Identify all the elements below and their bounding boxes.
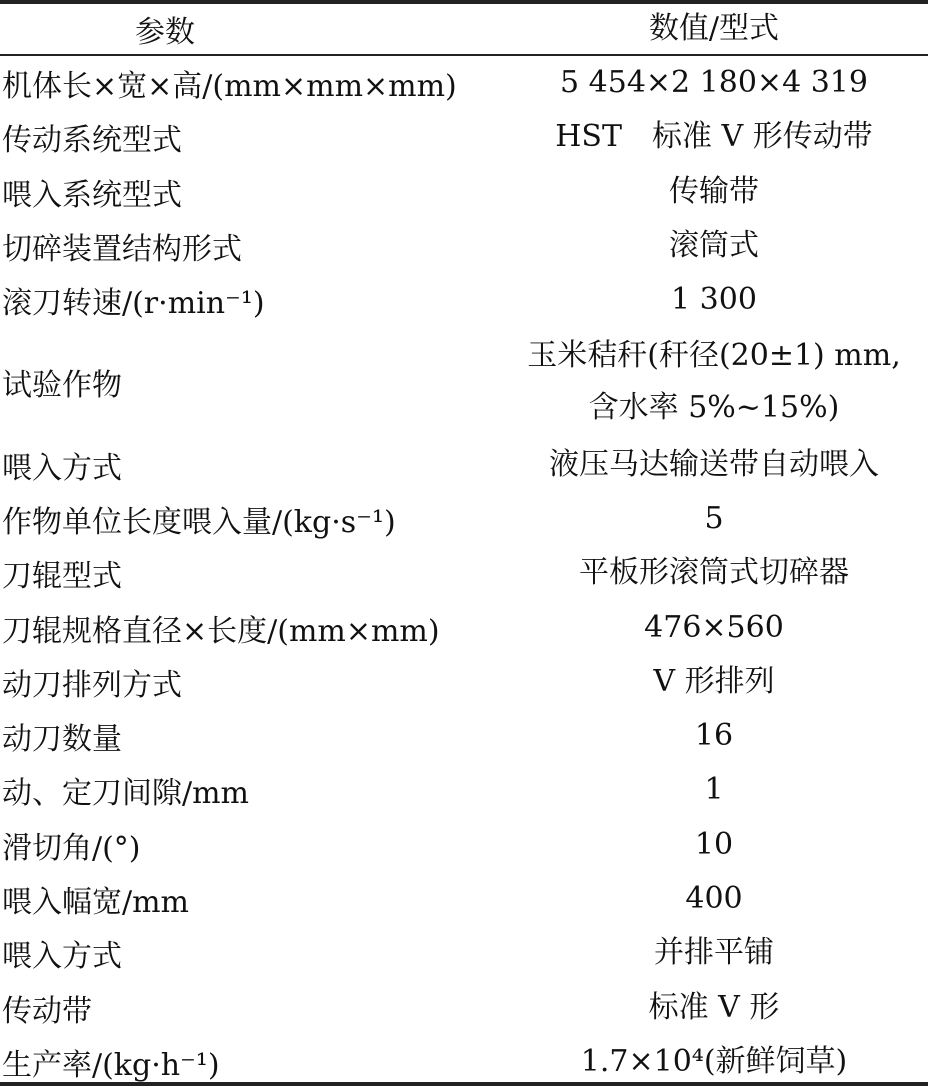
table-row xyxy=(0,763,928,817)
row-param: 切碎装置结构形式 xyxy=(2,232,242,268)
row-value: V 形排列 xyxy=(653,663,775,699)
row-value: 1 300 xyxy=(671,282,757,318)
row-param: 动、定刀间隙/mm xyxy=(2,776,250,812)
table-row xyxy=(0,56,928,110)
row-value: 1.7×10⁴(新鲜饲草) xyxy=(580,1043,848,1079)
table-row xyxy=(0,273,928,327)
row-value: 1 xyxy=(704,772,724,808)
row-value: 400 xyxy=(685,881,743,916)
row-value: 476×560 xyxy=(644,609,784,645)
row-param: 生产率/(kg·h⁻¹) xyxy=(2,1047,220,1083)
table-row xyxy=(0,655,928,709)
table-row xyxy=(0,165,928,219)
table-row xyxy=(0,1035,928,1089)
row-value: 16 xyxy=(694,718,734,754)
row-value: 5 454×2 180×4 319 xyxy=(560,65,868,101)
table-row xyxy=(0,600,928,654)
row-value: 标准 V 形 xyxy=(648,989,780,1025)
row-param: 传动系统型式 xyxy=(2,123,182,159)
row-value: 液压马达输送带自动喂入 xyxy=(549,446,879,482)
row-param: 机体长×宽×高/(mm×mm×mm) xyxy=(2,69,457,105)
row-param: 刀辊型式 xyxy=(2,559,122,595)
table-row xyxy=(0,872,928,926)
row-value: 滚筒式 xyxy=(669,228,759,264)
row-value-line1: 玉米秸秆(秆径(20±1) mm, xyxy=(527,338,901,374)
table-row xyxy=(0,492,928,546)
row-value: 并排平铺 xyxy=(654,935,774,971)
row-param: 作物单位长度喂入量/(kg·s⁻¹) xyxy=(2,504,396,540)
table-row xyxy=(0,980,928,1034)
row-param: 喂入方式 xyxy=(2,450,122,486)
row-param: 喂入方式 xyxy=(2,939,122,975)
row-param: 滑切角/(°) xyxy=(2,830,141,866)
header-value: 数值/型式 xyxy=(648,11,780,46)
table-row xyxy=(0,110,928,164)
table-row xyxy=(0,546,928,600)
row-value-line2: 含水率 5%~15%) xyxy=(588,390,840,426)
row-param: 动刀数量 xyxy=(2,722,122,758)
row-param: 滚刀转速/(r·min⁻¹) xyxy=(2,286,265,322)
table-row xyxy=(0,437,928,491)
table-row xyxy=(0,818,928,872)
row-value: 传输带 xyxy=(669,173,759,209)
row-value: 5 xyxy=(704,500,724,536)
row-value xyxy=(500,330,928,434)
row-param: 喂入幅宽/mm xyxy=(2,885,190,920)
row-value: 平板形滚筒式切碎器 xyxy=(579,555,849,591)
header-param: 参数 xyxy=(135,15,195,50)
row-param: 传动带 xyxy=(2,993,92,1029)
row-param: 喂入系统型式 xyxy=(2,177,182,213)
table-row xyxy=(0,709,928,763)
row-value: HST 标准 V 形传动带 xyxy=(555,119,873,155)
table-header xyxy=(0,4,928,56)
table-row xyxy=(0,327,928,437)
table-row xyxy=(0,219,928,273)
row-param: 试验作物 xyxy=(2,368,122,404)
table-row xyxy=(0,926,928,980)
row-param: 动刀排列方式 xyxy=(2,667,182,703)
row-param: 刀辊规格直径×长度/(mm×mm) xyxy=(2,613,440,649)
row-value: 10 xyxy=(694,826,734,862)
